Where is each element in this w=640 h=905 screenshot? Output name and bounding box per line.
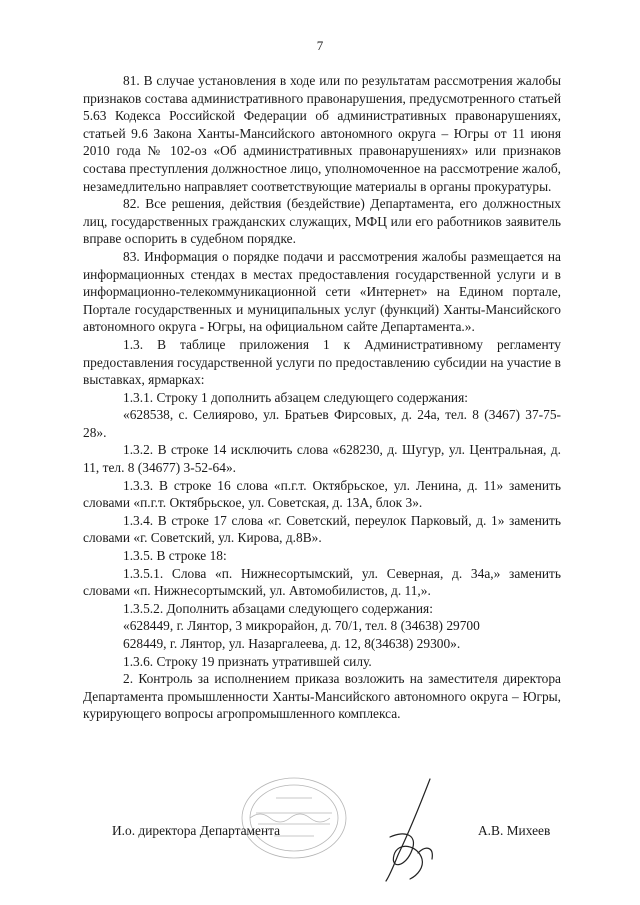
paragraph-1-3-6: 1.3.6. Строку 19 признать утратившей силу. [123,653,372,669]
paragraph-81: 81. В случае установления в ходе или по результатам рассмотрения жалобы признаков состава административного правонарушения, предусмотренного статьей 5.63 Кодекса Российской Федерации об административных правонарушениях, статьей 9.6 Закона Ханты-Мансийского автономного округа – Югры от 11 июня 2010 года № 102-оз «Об административных правонарушениях» или признаков состава преступления должностное лицо, уполномоченное на рассмотрение жалоб, незамедлительно направляет соответствующие материалы в органы прокуратуры. [83,73,561,194]
paragraph-1-3-2: 1.3.2. В строке 14 исключить слова «628230, д. Шугур, ул. Центральная, д. 11, тел. 8 (34677) 3-52-64». [83,442,561,476]
handwritten-signature [360,775,455,885]
signatory-name: А.В. Михеев [478,823,551,838]
paragraph-83: 83. Информация о порядке подачи и рассмотрения жалобы размещается на информационных стендах в местах предоставления государственной услуги и в информационно-телекоммуникационной сети «Интернет» на Едином портале, Портале государственных и муниципальных услуг (функций) Ханты-Мансийского автономного округа - Югры, на официальном сайте Департамента.». [83,248,561,335]
paragraph-82: 82. Все решения, действия (бездействие) Департамента, его должностных лиц, государственных гражданских служащих, МФЦ или его работников заявитель вправе оспорить в судебном порядке. [83,196,561,247]
paragraph-1-3: 1.3. В таблице приложения 1 к Административному регламенту предоставления государственной услуги по предоставлению субсидии на участие в выставках, ярмарках: [83,336,561,388]
paragraph-1-3-5-2: 1.3.5.2. Дополнить абзацами следующего содержания: [123,600,433,616]
paragraph-1-3-3: 1.3.3. В строке 16 слова «п.г.т. Октябрьское, ул. Ленина, д. 11» заменить словами «п.г.т. Октябрьское, ул. Советская, д. 13А, блок 3». [83,477,561,511]
paragraph-1-3-5-1: 1.3.5.1. Слова «п. Нижнесортымский, ул. Северная, д. 34а,» заменить словами «п. Нижнесортымский, ул. Автомобилистов, д. 11,». [83,565,561,599]
paragraph-1-3-5: 1.3.5. В строке 18: [123,548,227,564]
official-stamp-image [236,768,356,860]
signatory-position: И.о. директора Департамента [112,823,281,838]
address-line-2: 628449, г. Лянтор, ул. Назаргалеева, д. 12, 8(34638) 29300». [123,636,461,651]
document-body [83,72,561,723]
paragraph-1-3-1: 1.3.1. Строку 1 дополнить абзацем следующего содержания: [123,389,468,405]
paragraph-2: 2. Контроль за исполнением приказа возложить на заместителя директора Департамента промышленности Ханты-Мансийского автономного округа – Югры, курирующего вопросы агропромышленного комплекса. [83,671,561,722]
paragraph-1-3-4: 1.3.4. В строке 17 слова «г. Советский, переулок Парковый, д. 1» заменить словами «г. Советский, ул. Кирова, д.8В». [83,512,561,546]
paragraph-1-3-1-text: «628538, с. Селиярово, ул. Братьев Фирсовых, д. 24а, тел. 8 (3467) 37-75-28». [83,407,561,440]
page-number: 7 [316,38,324,53]
address-line-1: «628449, г. Лянтор, 3 микрорайон, д. 70/1, тел. 8 (34638) 29700 [123,618,480,634]
